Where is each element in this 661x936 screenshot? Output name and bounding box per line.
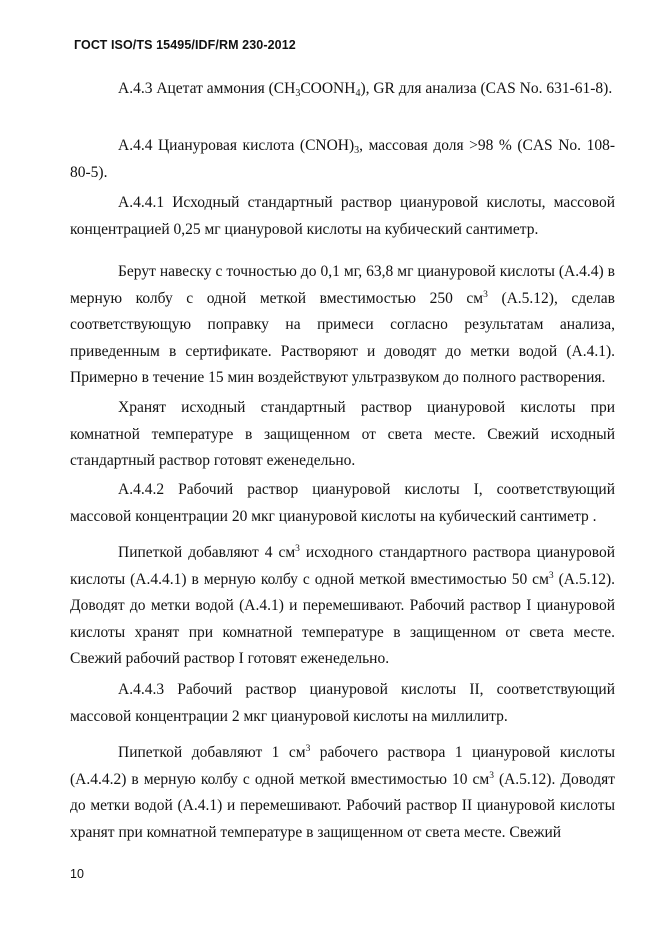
paragraph-a-4-3: А.4.3 Ацетат аммония $(CH_3COONH_4)$, GR для анализа (CAS No. 631-61-8).: [118, 80, 613, 99]
paragraph-a-4-4-3: А.4.4.3 Рабочий раствор циануровой кислоты II, соответствующий массовой концентрации 2 мкг циануровой кислоты на миллилитр.: [70, 681, 615, 725]
paragraph-a-4-4: А.4.4 Циануровая кислота $(CNOH)_3$, массовая доля >98 % (CAS No. 108-80-5).: [70, 137, 615, 181]
paragraph-storage-stock: Хранят исходный стандартный раствор циануровой кислоты при комнатной температуре в защищенном от света месте. Свежий исходный стандартный раствор готовят еженедельно.: [70, 399, 615, 469]
paragraph-a-4-4-1: А.4.4.1 Исходный стандартный раствор циануровой кислоты, массовой концентрацией 0,25 мг циануровой кислоты на кубический сантиметр.: [70, 194, 615, 238]
paragraph-weighing: Берут навеску с точностью до 0,1 мг, 63,8 мг циануровой кислоты (А.4.4) в мерную колбу с одной меткой вместимостью 250 $см^3$ (А.5.12), сделав соответствующую поправку на примеси согласно результатам анализа, приведенным в сертификате. Растворяют и доводят до метки водой (А.4.1). Примерно в течение 15 мин воздействуют ультразвуком до полного растворения.: [70, 263, 615, 386]
paragraph-working-solution-2: Пипеткой добавляют 1 $см^3$ рабочего раствора 1 циануровой кислоты (А.4.4.2) в мерную колбу с одной меткой вместимостью 10 $см^3$ (А.5.12). Доводят до метки водой (А.4.1) и перемешивают. Рабочий раствор II циануровой кислоты хранят при комнатной температуре в защищенном от света месте. Свежий: [70, 744, 615, 841]
paragraph-a-4-4-2: А.4.4.2 Рабочий раствор циануровой кислоты I, соответствующий массовой концентрации 20 мкг циануровой кислоты на кубический сантиметр .: [70, 481, 615, 525]
document-header: ГОСТ ISO/TS 15495/IDF/RM 230-2012: [74, 38, 296, 52]
paragraph-working-solution-1: Пипеткой добавляют 4 $см^3$ исходного стандартного раствора циануровой кислоты (А.4.4.1) в мерную колбу с одной меткой вместимостью 50 $см^3$ (А.5.12). Доводят до метки водой (А.4.1) и перемешивают. Рабочий раствор I циануровой кислоты хранят при комнатной температуре в защищенном от света месте. Свежий рабочий раствор I готовят еженедельно.: [70, 544, 615, 667]
page-number: 10: [70, 867, 84, 881]
